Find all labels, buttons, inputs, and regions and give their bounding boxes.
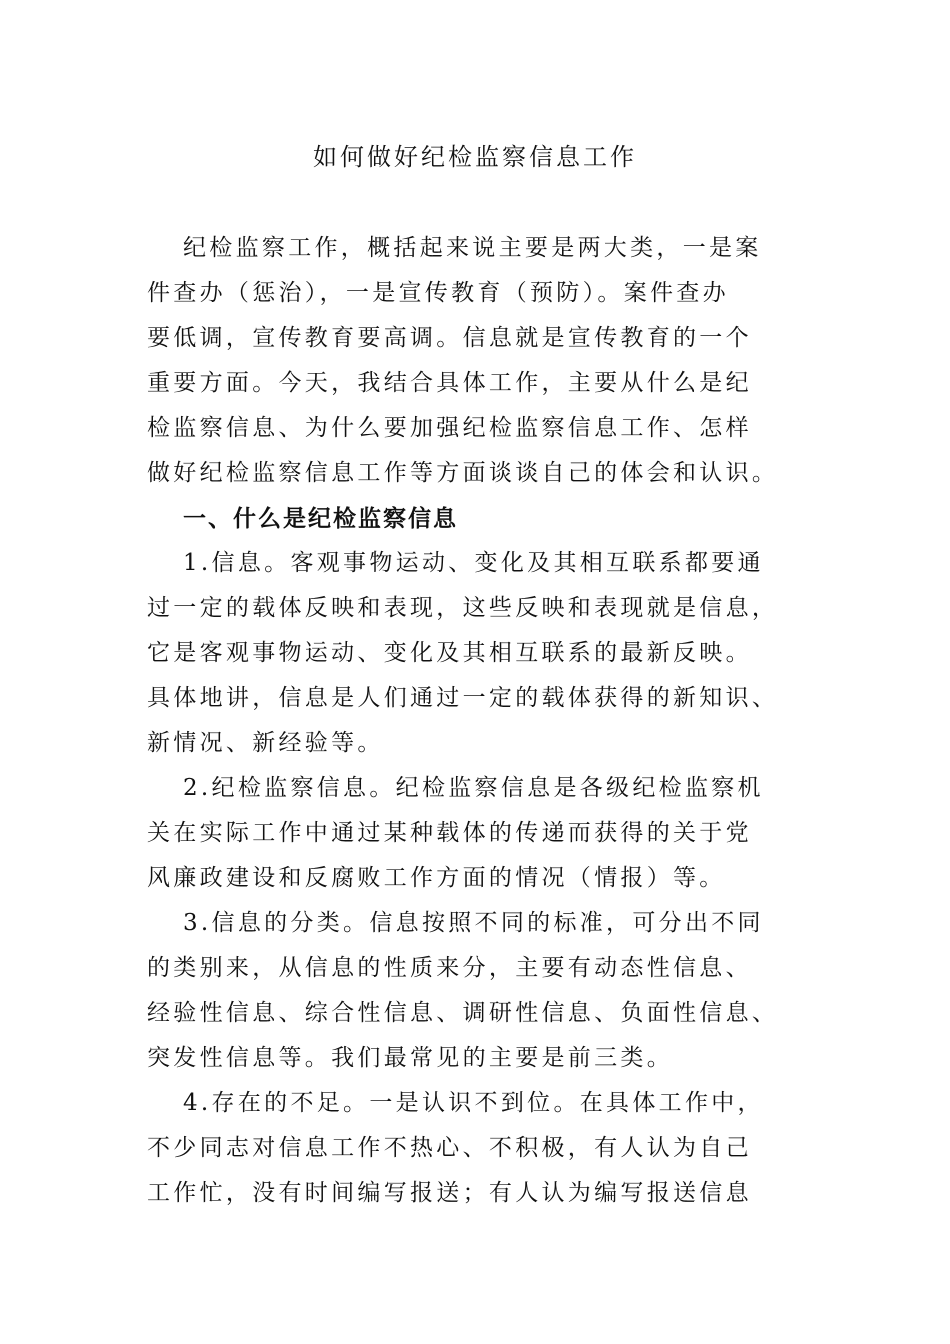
paragraph-line: 突发性信息等。我们最常见的主要是前三类。 bbox=[147, 1045, 673, 1071]
paragraph-line: 件查办（惩治），一是宣传教育（预防）。案件查办 bbox=[147, 280, 729, 306]
paragraph-line: 4.存在的不足。一是认识不到位。在具体工作中， bbox=[183, 1090, 764, 1116]
paragraph-line: 做好纪检监察信息工作等方面谈谈自己的体会和认识。 bbox=[147, 460, 779, 486]
paragraph-line: 重要方面。今天，我结合具体工作，主要从什么是纪 bbox=[147, 370, 752, 396]
paragraph-line: 1.信息。客观事物运动、变化及其相互联系都要通 bbox=[183, 550, 764, 576]
paragraph-line: 过一定的载体反映和表现，这些反映和表现就是信息， bbox=[147, 595, 779, 621]
paragraph-line: 3.信息的分类。信息按照不同的标准，可分出不同 bbox=[183, 910, 764, 936]
paragraph-line: 风廉政建设和反腐败工作方面的情况（情报）等。 bbox=[147, 865, 726, 891]
paragraph-line: 的类别来，从信息的性质来分，主要有动态性信息、 bbox=[147, 955, 752, 981]
paragraph-line: 关在实际工作中通过某种载体的传递而获得的关于党 bbox=[147, 820, 752, 846]
paragraph-line: 它是客观事物运动、变化及其相互联系的最新反映。 bbox=[147, 640, 752, 666]
paragraph-line: 2.纪检监察信息。纪检监察信息是各级纪检监察机 bbox=[183, 775, 764, 801]
paragraph-line: 要低调，宣传教育要高调。信息就是宣传教育的一个 bbox=[147, 325, 752, 351]
paragraph-line: 工作忙，没有时间编写报送；有人认为编写报送信息 bbox=[147, 1180, 752, 1206]
document-body bbox=[147, 226, 822, 1216]
paragraph-line: 不少同志对信息工作不热心、不积极，有人认为自己 bbox=[147, 1135, 752, 1161]
document-title: 如何做好纪检监察信息工作 bbox=[313, 143, 637, 171]
paragraph-line: 检监察信息、为什么要加强纪检监察信息工作、怎样 bbox=[147, 415, 752, 441]
paragraph-line: 经验性信息、综合性信息、调研性信息、负面性信息、 bbox=[147, 1000, 779, 1026]
paragraph-line: 纪检监察工作，概括起来说主要是两大类，一是案 bbox=[183, 235, 762, 261]
paragraph-line: 具体地讲，信息是人们通过一定的载体获得的新知识、 bbox=[147, 685, 779, 711]
section-heading: 一、什么是纪检监察信息 bbox=[183, 505, 458, 532]
paragraph-line: 新情况、新经验等。 bbox=[147, 730, 384, 756]
